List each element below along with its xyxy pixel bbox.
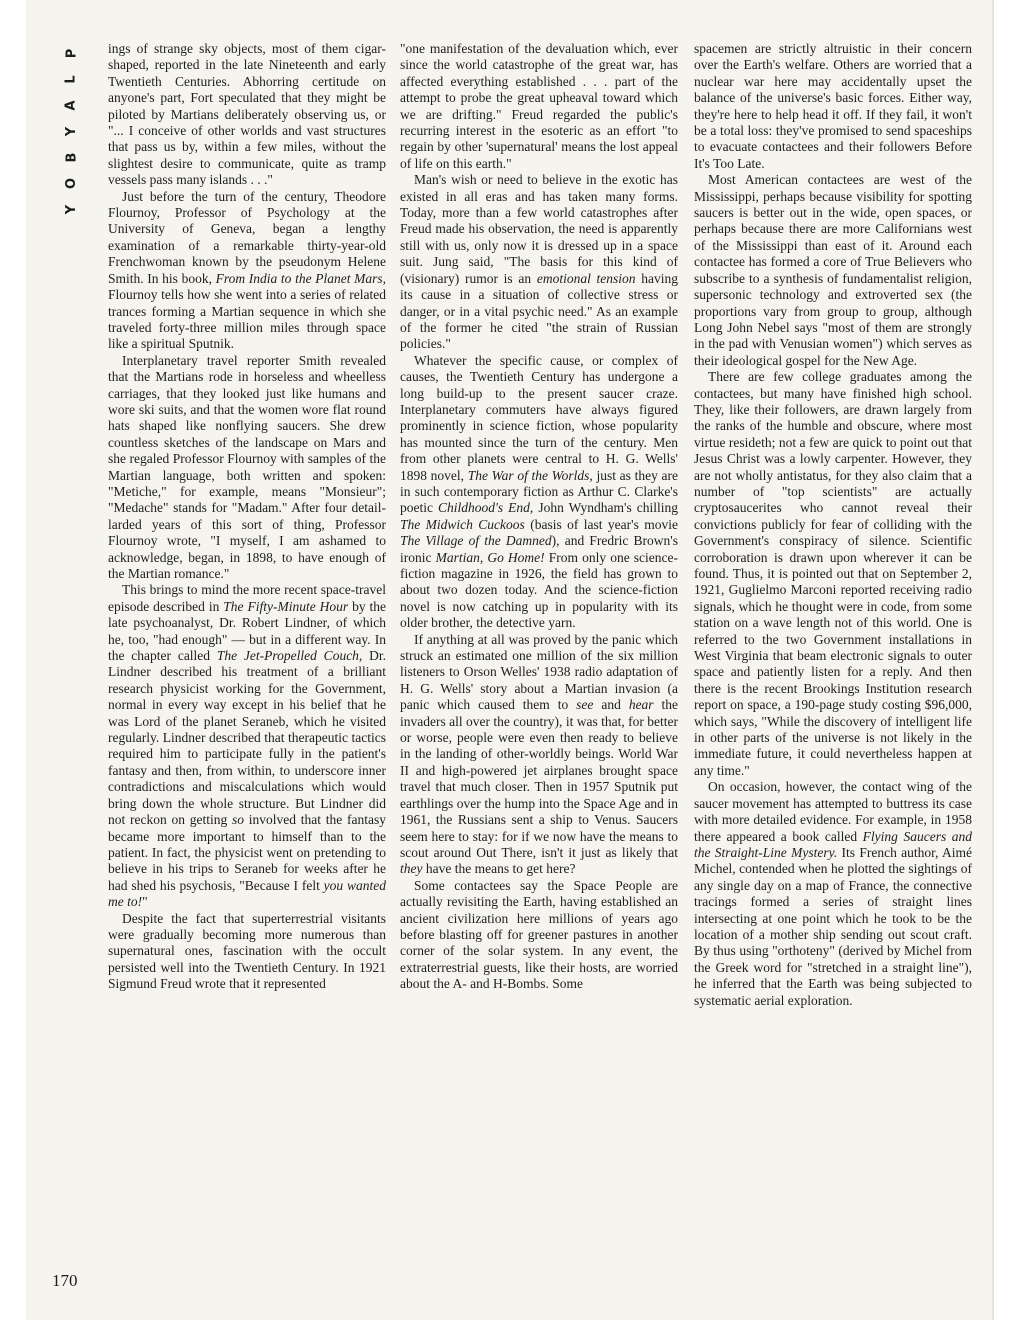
page-number: 170: [52, 1271, 78, 1290]
paragraph: Most American contactees are west of the Mississippi, perhaps because visibility for spotting saucers is better out in the wide, open spaces, or perhaps because there are more Californians west of the Mississippi than east of it. Around each contactee has formed a core of True Believers who subscribe to a synthesis of fundamentalist religion, supersonic technology and extroverted sex (the proportions vary from group to group, although Long John Nebel says "most of them are strongly in the pad with Venusian women") which serves as their ideological gospel for the New Age.: [694, 172, 972, 368]
paragraph: ings of strange sky objects, most of them cigar-shaped, reported in the late Nineteenth and early Twentieth Centuries. Abhorring certitude on anyone's part, Fort speculated that they might be piloted by Martians deliberately observing us, or "... I conceive of other worlds and vast structures that pass us by, within a few miles, without the slightest desire to communicate, quite as tramp vessels pass many islands . . .": [108, 41, 386, 188]
paragraph: Man's wish or need to believe in the exotic has existed in all eras and has taken many forms. Today, more than a few world catastrophes after Freud made his observation, the need is apparently still with us, only now it is dressed up in a space suit. Jung said, "The basis for this kind of (visionary) rumor is an emotional tension having its cause in a situation of collective stress or danger, or in a vital psychic need." As an example of the former he cited "the strain of Russian policies.": [400, 172, 678, 352]
paragraph: Interplanetary travel reporter Smith revealed that the Martians rode in horseless and wheelless carriages, that they looked just like humans and wore ski suits, and that the women wore flat round hats shaped like nonflying saucers. She drew countless sketches of the landscape on Mars and she regaled Professor Flournoy with samples of the Martian language, both written and spoken: "Metiche," for example, means "Monsieur"; "Medache" stands for "Madam." After four detail-larded years of this sort of thing, Professor Flournoy wrote, "I myself, I am ashamed to acknowledge, began, in 1898, to have enough of the Martian romance.": [108, 352, 386, 581]
running-head-letter-y: Y: [63, 125, 79, 137]
running-head-letter-p: P: [64, 47, 79, 59]
running-head-letter-l: L: [63, 74, 79, 84]
paragraph: spacemen are strictly altruistic in their concern over the Earth's welfare. Others are worried that a nuclear war here may accidentally upset the balance of the universe's basic forces. Either way, they're here to help head it off. If they fail, it won't be a total loss: they've promised to send spaceships to evacuate contactees and their followers Before It's Too Late.: [694, 41, 972, 171]
paragraph: Despite the fact that superterrestrial visitants were gradually becoming more numerous than supernatural ones, fascination with the occult persisted well into the Twentieth Century. In 1921 Sigmund Freud wrote that it represented: [108, 910, 386, 992]
running-head-letter-o: O: [64, 176, 79, 190]
paragraph: Whatever the specific cause, or complex of causes, the Twentieth Century has undergone a long build-up to the present saucer craze. Interplanetary commuters have always figured prominently in science fiction, whose popularity has mounted since the turn of the century. Men from other planets were central to H. G. Wells' 1898 novel, The War of the Worlds, just as they are in such contemporary fiction as Arthur C. Clarke's poetic Childhood's End, John Wyndham's chilling The Midwich Cuckoos (basis of last year's movie The Village of the Damned), and Fredric Brown's ironic Martian, Go Home! From only one science-fiction magazine in 1926, the field has grown to about two dozen today. And the science-fiction novel is now catching up in popularity with its older brother, the detective yarn.: [400, 352, 678, 631]
paragraph: "one manifestation of the devaluation which, ever since the world catastrophe of the great war, has affected everything established . . . part of the attempt to probe the great upheaval toward which we are drifting." Freud regarded the public's recurring interest in the esoteric as an effort "to regain by other 'supernatural' means the lost appeal of life on this earth.": [400, 41, 678, 171]
paragraph: There are few college graduates among the contactees, but many have finished high school. They, like their followers, are drawn largely from the ranks of the humble and obscure, where most virtue resideth; not a few are quick to point out that Jesus Christ was a lowly carpenter. However, they are not wholly antistatus, for they also claim that a number of "top scientists" are actually cryptosaucerites who cannot reveal their convictions publicly for fear of colliding with the Government's conspiracy of silence. Scientific corroboration is drawn upon wherever it can be found. Thus, it is pointed out that on September 2, 1921, Guglielmo Marconi reported receiving radio signals, which he thought were in code, from some station on a wave length not of this world. One is referred to the two Government installations in West Virginia that beam electronic signals to outer space and patiently listen for a reply. And then there is the recent Brookings Institution research report on space, a 190-page study costing $96,000, which says, "While the discovery of intelligent life in other parts of the universe is not likely in the immediate future, it could nevertheless happen at any time.": [694, 369, 972, 778]
text-column-3: [694, 41, 972, 1286]
running-head-letter-a: A: [64, 99, 79, 111]
magazine-page: [26, 0, 994, 1320]
running-head-letter-y2: Y: [63, 203, 79, 215]
magazine-running-head: [60, 40, 84, 215]
text-column-1: [108, 41, 386, 1286]
text-column-2: [400, 41, 678, 1286]
paragraph: If anything at all was proved by the panic which struck an estimated one million of the six million listeners to Orson Welles' 1938 radio adaptation of H. G. Wells' story about a Martian invasion (a panic which caused them to see and hear the invaders all over the country), it was that, for better or worse, people were even then ready to believe in the landing of other-worldly beings. World War II and high-powered jet airplanes brought space travel that much closer. Then in 1957 Sputnik put earthlings over the hump into the Space Age and in 1961, the Russians sent a ship to Venus. Saucers seem here to stay: for if we now have the means to scout around Out There, isn't it just as likely that they have the means to get here?: [400, 631, 678, 877]
running-head-letter-b: B: [63, 151, 79, 163]
paragraph: Just before the turn of the century, Theodore Flournoy, Professor of Psychology at the University of Geneva, began a lengthy examination of a remarkable thirty-year-old Frenchwoman known by the pseudonym Helene Smith. In his book, From India to the Planet Mars, Flournoy tells how she went into a series of related trances forming a Martian sequence in which she traveled forty-three million miles through space like a spiritual Sputnik.: [108, 188, 386, 352]
paragraph: This brings to mind the more recent space-travel episode described in The Fifty-Minute Hour by the late psychoanalyst, Dr. Robert Lindner, of which he, too, "had enough" — but in a different way. In the chapter called The Jet-Propelled Couch, Dr. Lindner described his treatment of a brilliant research physicist working for the Government, normal in every way except in his belief that he was Lord of the planet Seraneb, which he visited regularly. Lindner described that therapeutic tactics required him to participate fully in the patient's fantasy and then, from within, to underscore inner contradictions and miscalculations which would bring down the whole structure. But Lindner did not reckon on getting so involved that the fantasy became more important to himself than to the patient. In fact, the physicist went on pretending to believe in his trips to Seraneb for weeks after he had shed his psychosis, "Because I felt you wanted me to!": [108, 582, 386, 910]
paragraph: On occasion, however, the contact wing of the saucer movement has attempted to buttress its case with more detailed evidence. For example, in 1958 there appeared a book called Flying Saucers and the Straight-Line Mystery. Its French author, Aimé Michel, contended when he plotted the sightings of any single day on a map of France, the connective tracings formed a series of straight lines intersecting at one point which he took to be the location of a mother ship sending out scout craft. By thus using "orthoteny" (derived by Michel from the Greek word for "stretched in a straight line"), he inferred that the Earth was being subjected to systematic aerial exploration.: [694, 779, 972, 1008]
paragraph: Some contactees say the Space People are actually revisiting the Earth, having established an ancient civilization here millions of years ago before blasting off for greener pastures in another corner of the solar system. In any event, the extraterrestrial guests, like their hosts, are worried about the A- and H-Bombs. Some: [400, 877, 678, 992]
